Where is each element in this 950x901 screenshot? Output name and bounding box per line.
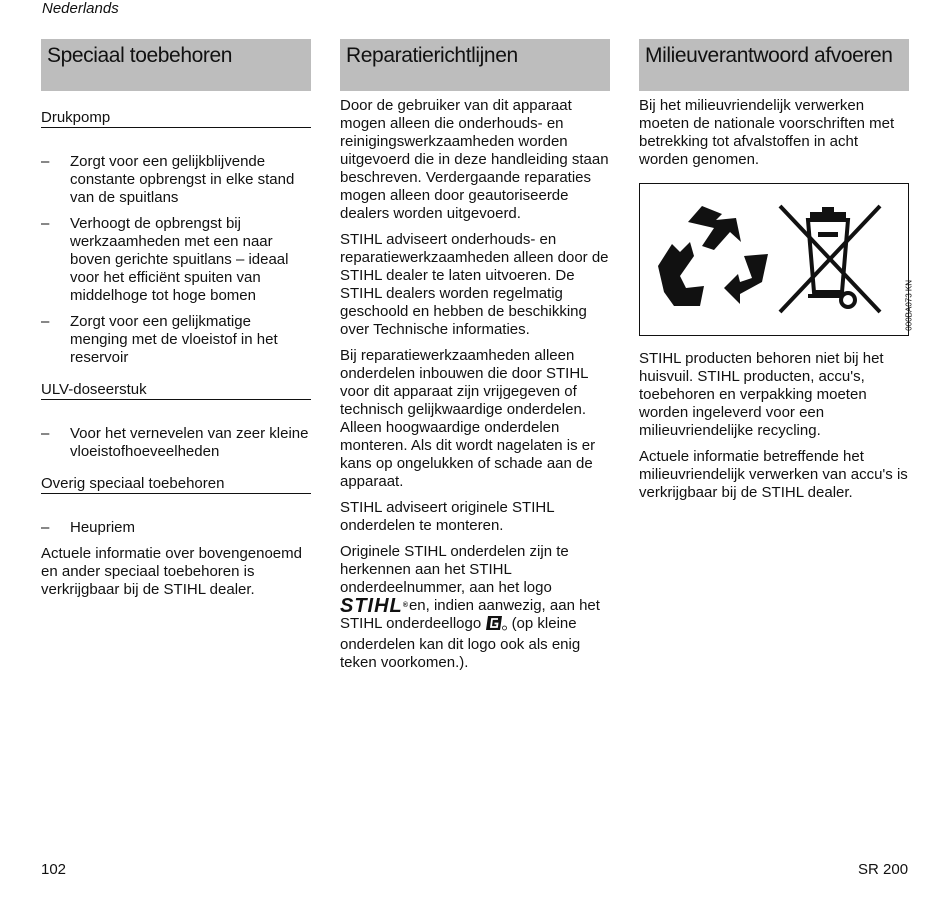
disposal-body (639, 97, 914, 502)
pressure-pump-list (41, 153, 311, 367)
ulv-nozzle-list (41, 425, 311, 461)
model-name: SR 200 (858, 861, 909, 878)
section-special-accessories (41, 39, 311, 599)
paragraph: Actuele informatie betreffende het milieuvriendelijk verwerken van accu's is verkrijgbaar bij de STIHL dealer. (639, 448, 908, 501)
section-environmental-disposal (639, 39, 914, 510)
subheading-other-accessories: Overig speciaal toebehoren (41, 475, 311, 494)
stihl-logo: STIHL® (340, 595, 409, 617)
disposal-figure (639, 183, 914, 336)
paragraph: STIHL adviseert originele STIHL onderdelen te monteren. (340, 499, 554, 534)
paragraph: Bij reparatiewerkzaamheden alleen onderdelen inbouwen die door STIHL voor dit apparaat zijn vrijgegeven of technisch gelijkwaardige onderdelen. Alleen hoogwaardige onderdelen monteren. Als dit wordt nagelaten is er kans op ongelukken of schade aan de apparaat. (340, 347, 596, 490)
genuine-parts-logo-icon (485, 615, 507, 636)
list-item: – Verhoogt de opbrengst bij werkzaamheden met een naar boven gerichte spuitlans – ideaal voor het efficiënt spuiten van middelhoge tot hoge bomen (41, 215, 289, 304)
subheading-pressure-pump: Drukpomp (41, 109, 311, 128)
subheading-ulv-nozzle: ULV-doseerstuk (41, 381, 311, 400)
list-item: – Zorgt voor een gelijkmatige menging met de vloeistof in het reservoir (41, 313, 278, 366)
paragraph: Originele STIHL onderdelen zijn te herkennen aan het STIHL onderdeelnummer, aan het logo STIHL®en, indien aanwezig, aan het STIHL onderdeellogo (op kleine onderdelen kan dit logo ook als enig teken voorkomen.). (340, 543, 600, 671)
language-label: Nederlands (42, 0, 119, 17)
paragraph: STIHL adviseert onderhouds- en reparatiewerkzaamheden alleen door de STIHL dealer te laten uitvoeren. De STIHL dealers worden regelmatig geschoold en hebben de beschikking over Technische informaties. (340, 231, 609, 338)
recycle-icon (658, 206, 768, 306)
list-item: – Zorgt voor een gelijkblijvende constante opbrengst in elke stand van de spuitlans (41, 153, 295, 206)
section-title-disposal: Milieuverantwoord afvoeren (639, 39, 909, 91)
section-title-special-accessories: Speciaal toebehoren (41, 39, 311, 91)
list-item: – Voor het vernevelen van zeer kleine vloeistofhoeveelheden (41, 425, 309, 460)
paragraph: Door de gebruiker van dit apparaat mogen alleen die onderhouds- en reinigingswerkzaamheden worden uitgevoerd die in deze handleiding staan beschreven. Verdergaande reparaties mogen alleen door geautoriseerde dealers worden uitgevoerd. (340, 97, 609, 222)
paragraph: Bij het milieuvriendelijk verwerken moeten de nationale voorschriften met betrekking tot afvalstoffen in acht worden genomen. (639, 97, 895, 168)
page-number: 102 (41, 861, 67, 878)
other-accessories-list (41, 519, 311, 537)
crossed-out-bin-icon (780, 206, 880, 312)
figure-code: 000BA073 KN (905, 280, 914, 331)
section-repair-guidelines (340, 39, 610, 680)
list-item: – Heupriem (41, 519, 136, 536)
accessories-closing-text: Actuele informatie over bovengenoemd en ander speciaal toebehoren is verkrijgbaar bij de STIHL dealer. (41, 545, 302, 598)
paragraph: STIHL producten behoren niet bij het huisvuil. STIHL producten, accu's, toebehoren en verpakking moeten worden ingeleverd voor een milieuvriendelijke recycling. (639, 350, 884, 439)
repair-guidelines-body (340, 97, 610, 672)
section-title-repair-guidelines: Reparatierichtlijnen (340, 39, 610, 91)
